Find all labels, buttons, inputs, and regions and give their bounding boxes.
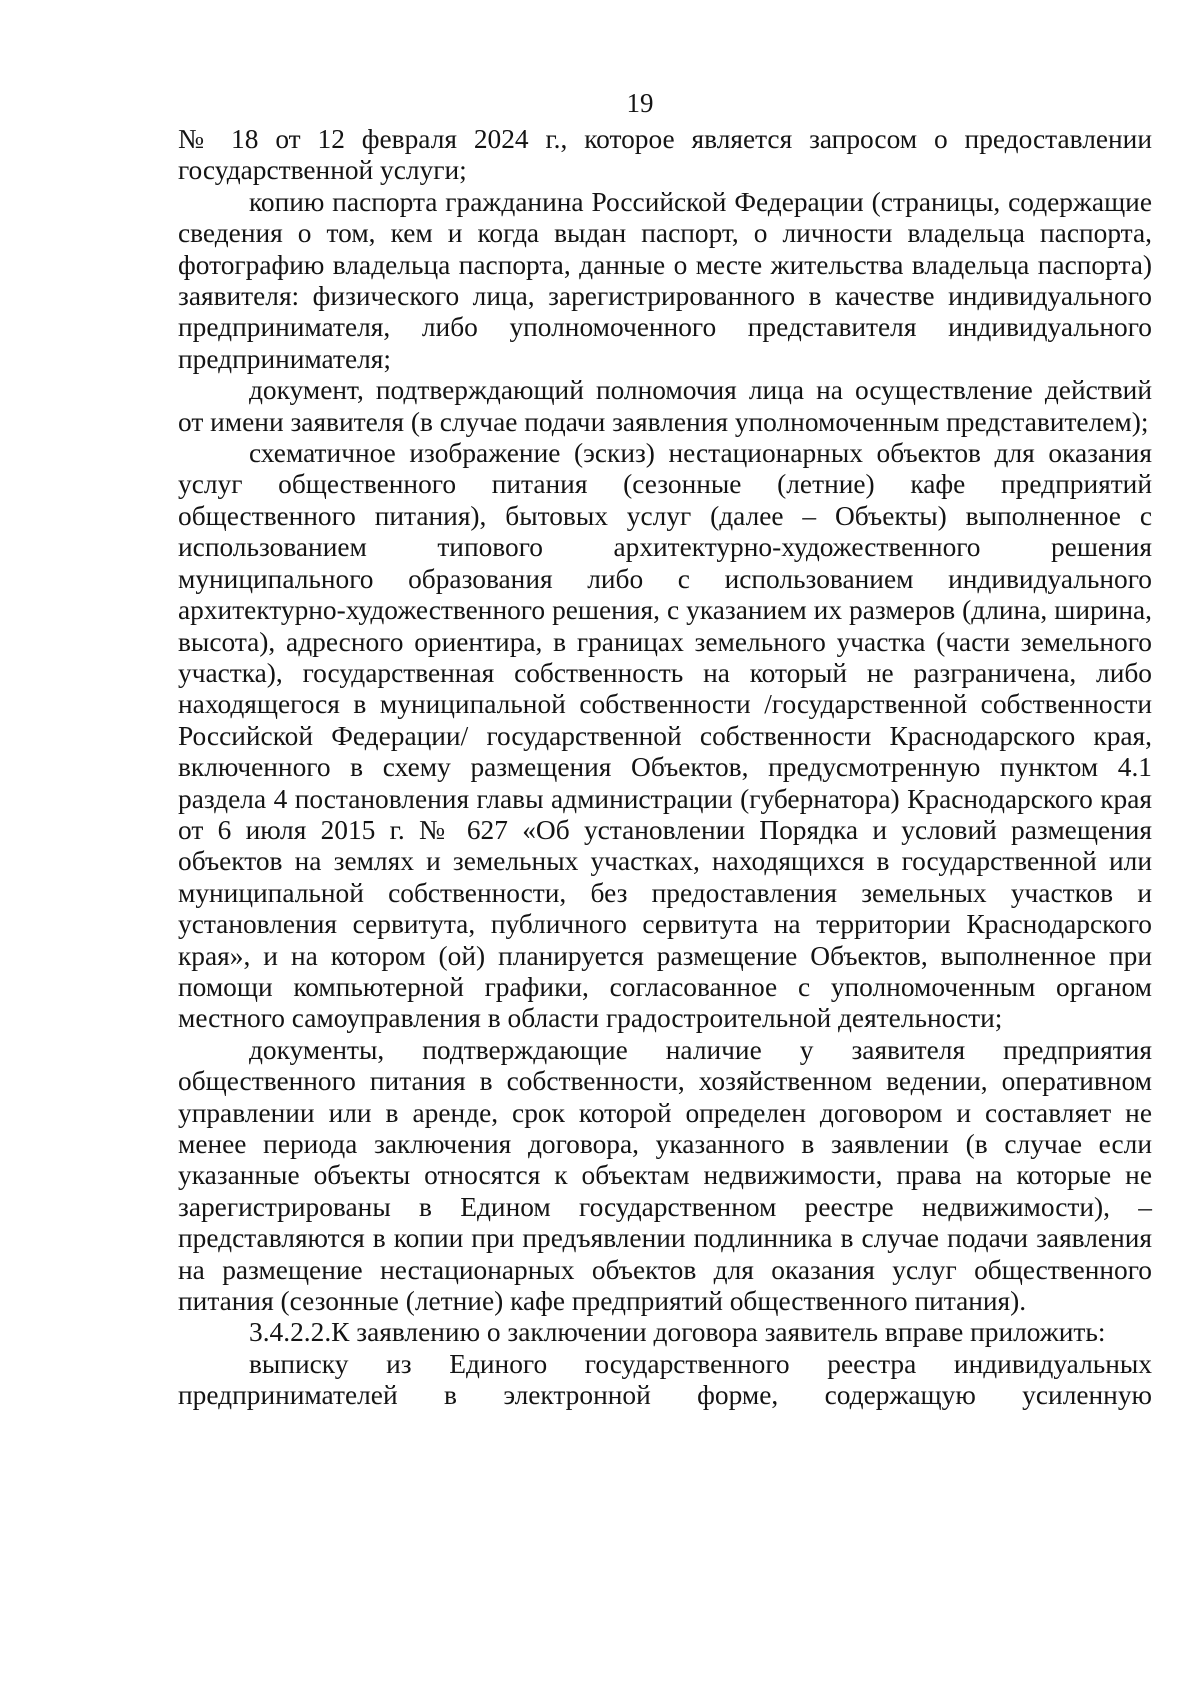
page-number: 19 <box>626 88 654 118</box>
paragraph-register-extract: выписку из Единого государственного реестра индивидуальных предпринимателей в электронной форме, содержащую усиленную <box>178 1348 1152 1411</box>
paragraph-passport-copy: копию паспорта гражданина Российской Федерации (страницы, содержащие сведения о том, кем и когда выдан паспорт, о личности владельца паспорта, фотографию владельца паспорта, данные о месте жительства владельца паспорта) заявителя: физического лица, зарегистрированного в качестве индивидуального предпринимателя, либо уполномоченного представителя индивидуального предпринимателя; <box>178 186 1152 374</box>
paragraph-ownership-documents: документы, подтверждающие наличие у заявителя предприятия общественного питания в собственности, хозяйственном ведении, оперативном управлении или в аренде, срок которой определен договором и составляет не менее периода заключения договора, указанного в заявлении (в случае если указанные объекты относятся к объектам недвижимости, права на которые не зарегистрированы в Едином государственном реестре недвижимости), – представляются в копии при предъявлении подлинника в случае подачи заявления на размещение нестационарных объектов для оказания услуг общественного питания (сезонные (летние) кафе предприятий общественного питания). <box>178 1034 1152 1317</box>
paragraph-schematic-image: схематичное изображение (эскиз) нестационарных объектов для оказания услуг общественного питания (сезонные (летние) кафе предприятий общественного питания), бытовых услуг (далее – Объекты) выполненное с использованием типового архитектурно-художественного решения муниципального образования либо с использованием индивидуального архитектурно-художественного решения, с указанием их размеров (длина, ширина, высота), адресного ориентира, в границах земельного участка (части земельного участка), государственная собственность на который не разграничена, либо находящегося в муниципальной собственности /государственной собственности Российской Федерации/ государственной собственности Краснодарского края, включенного в схему размещения Объектов, предусмотренную пунктом 4.1 раздела 4 постановления главы администрации (губернатора) Краснодарского края от 6 июля 2015 г. № 627 «Об установлении Порядка и условий размещения объектов на землях и земельных участках, находящихся в государственной или муниципальной собственности, без предоставления земельных участков и установления сервитута, публичного сервитута на территории Краснодарского края», и на котором (ой) планируется размещение Объектов, выполненное при помощи компьютерной графики, согласованное с уполномоченным органом местного самоуправления в области градостроительной деятельности; <box>178 438 1152 1034</box>
paragraph-section-3-4-2-2: 3.4.2.2.К заявлению о заключении договора заявитель вправе приложить: <box>249 1317 1106 1348</box>
paragraph-authority-document: документ, подтверждающий полномочия лица на осуществление действий от имени заявителя (в случае подачи заявления уполномоченным представителем); <box>178 375 1152 437</box>
paragraph-continuation: № 18 от 12 февраля 2024 г., которое является запросом о предоставлении государственной услуги; <box>178 124 1152 186</box>
body-text <box>178 124 1152 1412</box>
